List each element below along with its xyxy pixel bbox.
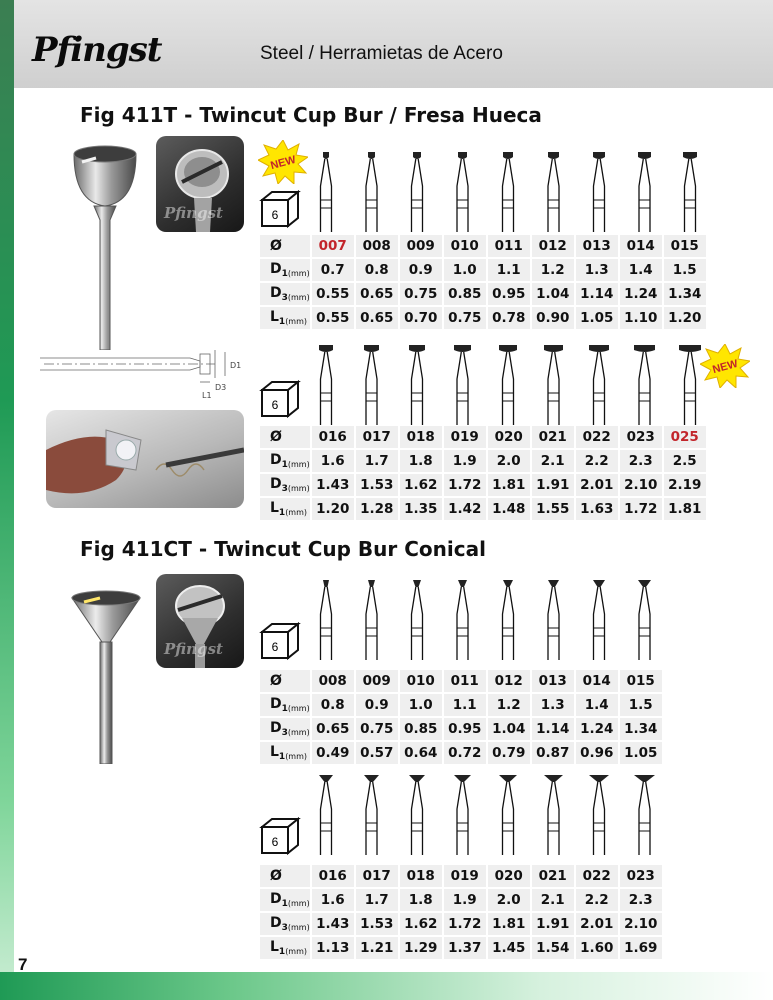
value-cell: 1.1 bbox=[444, 694, 486, 716]
value-cell: 1.24 bbox=[620, 283, 662, 305]
value-cell: 1.55 bbox=[532, 498, 574, 520]
value-cell: 0.85 bbox=[444, 283, 486, 305]
value-cell: 1.6 bbox=[312, 450, 354, 472]
value-cell: 1.81 bbox=[488, 474, 530, 496]
pack-qty-text-4: 6 bbox=[271, 835, 279, 849]
value-cell: 2.0 bbox=[488, 450, 530, 472]
value-cell: 1.04 bbox=[532, 283, 574, 305]
bur-drawing bbox=[454, 775, 471, 855]
row-label-unit: (mm) bbox=[287, 460, 310, 469]
brand-logo: Pfingst bbox=[32, 30, 162, 70]
size-cell: 010 bbox=[444, 235, 486, 257]
size-cell: 011 bbox=[444, 670, 486, 692]
figure-title-411t: Fig 411T - Twincut Cup Bur / Fresa Hueca bbox=[80, 103, 542, 127]
size-cell: 020 bbox=[488, 426, 530, 448]
bur-drawing bbox=[683, 152, 697, 232]
value-cell: 1.05 bbox=[576, 307, 618, 329]
value-cell: 2.2 bbox=[576, 450, 618, 472]
value-cell: 1.81 bbox=[664, 498, 706, 520]
value-cell: 0.75 bbox=[356, 718, 398, 740]
value-cell: 1.8 bbox=[400, 450, 442, 472]
left-accent-bar bbox=[0, 0, 14, 1000]
photo-watermark-2: Pfingst bbox=[164, 640, 223, 658]
bur-drawing bbox=[319, 345, 333, 425]
value-cell: 2.10 bbox=[620, 913, 662, 935]
bur-row-2 bbox=[306, 343, 716, 425]
value-cell: 1.5 bbox=[664, 259, 706, 281]
bur-drawing bbox=[321, 580, 332, 660]
row-label-d3 bbox=[260, 283, 310, 305]
row-label-sizes: Ø bbox=[260, 670, 310, 692]
spec-row-sizes bbox=[260, 865, 662, 887]
spec-row-d3 bbox=[260, 913, 662, 935]
size-cell: 009 bbox=[400, 235, 442, 257]
size-cell: 016 bbox=[312, 865, 354, 887]
value-cell: 1.04 bbox=[488, 718, 530, 740]
row-label-subscript: 1 bbox=[281, 899, 288, 909]
value-cell: 1.43 bbox=[312, 913, 354, 935]
row-label-unit: (mm) bbox=[287, 293, 310, 302]
value-cell: 1.14 bbox=[576, 283, 618, 305]
bur-drawing bbox=[364, 345, 379, 425]
row-label-letter: D bbox=[270, 891, 282, 907]
row-label-d3 bbox=[260, 913, 310, 935]
bur-row-1 bbox=[306, 150, 716, 232]
size-cell: 009 bbox=[356, 670, 398, 692]
size-cell: 013 bbox=[576, 235, 618, 257]
value-cell: 1.72 bbox=[444, 913, 486, 935]
value-cell: 1.53 bbox=[356, 913, 398, 935]
value-cell: 1.62 bbox=[400, 913, 442, 935]
row-label-sizes: Ø bbox=[260, 235, 310, 257]
size-cell: 020 bbox=[488, 865, 530, 887]
value-cell: 0.95 bbox=[488, 283, 530, 305]
bur-drawing bbox=[321, 152, 332, 232]
new-badge-text: NEW bbox=[269, 153, 298, 173]
pack-quantity-icon-3 bbox=[258, 620, 302, 664]
photo-watermark: Pfingst bbox=[164, 204, 223, 222]
value-cell: 1.45 bbox=[488, 937, 530, 959]
value-cell: 1.1 bbox=[488, 259, 530, 281]
row-label-unit: (mm) bbox=[285, 508, 308, 517]
new-badge-text-2: NEW bbox=[711, 357, 740, 377]
row-label-subscript: 1 bbox=[278, 947, 286, 957]
size-cell: 008 bbox=[312, 670, 354, 692]
row-label-letter: D bbox=[270, 261, 282, 277]
spec-row-l1 bbox=[260, 937, 662, 959]
bur-drawing bbox=[548, 152, 559, 232]
dimension-diagram bbox=[40, 340, 250, 400]
row-label-letter: D bbox=[270, 720, 282, 736]
cup-bur-photo bbox=[156, 136, 244, 232]
spec-table-411t-b bbox=[258, 424, 708, 522]
bur-drawing bbox=[593, 152, 605, 232]
value-cell: 0.55 bbox=[312, 283, 354, 305]
row-label-letter: L bbox=[270, 309, 279, 325]
row-label-letter: D bbox=[270, 915, 282, 931]
size-cell: 012 bbox=[532, 235, 574, 257]
value-cell: 1.9 bbox=[444, 450, 486, 472]
pack-qty-text-2: 6 bbox=[271, 398, 279, 412]
row-label-unit: (mm) bbox=[287, 484, 310, 493]
pack-quantity-icon bbox=[258, 188, 302, 232]
size-cell: 021 bbox=[532, 426, 574, 448]
jewelry-photo-image bbox=[46, 410, 244, 508]
size-cell: 023 bbox=[620, 865, 662, 887]
value-cell: 1.34 bbox=[664, 283, 706, 305]
value-cell: 1.4 bbox=[576, 694, 618, 716]
size-cell: 018 bbox=[400, 865, 442, 887]
spec-table-411ct-b bbox=[258, 863, 664, 961]
row-label-l1 bbox=[260, 937, 310, 959]
pack-quantity-icon-4 bbox=[258, 815, 302, 859]
figure-title-411ct: Fig 411CT - Twincut Cup Bur Conical bbox=[80, 537, 486, 561]
bur-drawing bbox=[589, 345, 609, 425]
value-cell: 0.75 bbox=[400, 283, 442, 305]
size-cell: 019 bbox=[444, 865, 486, 887]
value-cell: 2.3 bbox=[620, 450, 662, 472]
value-cell: 2.1 bbox=[532, 450, 574, 472]
new-badge bbox=[258, 140, 308, 184]
value-cell: 0.7 bbox=[312, 259, 354, 281]
spec-row-d3 bbox=[260, 283, 706, 305]
bur-drawing bbox=[634, 775, 655, 855]
value-cell: 1.28 bbox=[356, 498, 398, 520]
size-cell: 010 bbox=[400, 670, 442, 692]
value-cell: 2.1 bbox=[532, 889, 574, 911]
row-label-d1 bbox=[260, 259, 310, 281]
value-cell: 0.75 bbox=[444, 307, 486, 329]
value-cell: 2.2 bbox=[576, 889, 618, 911]
value-cell: 1.3 bbox=[576, 259, 618, 281]
size-cell: 017 bbox=[356, 426, 398, 448]
size-cell: 022 bbox=[576, 426, 618, 448]
row-label-unit: (mm) bbox=[287, 899, 310, 908]
size-cell: 011 bbox=[488, 235, 530, 257]
value-cell: 0.55 bbox=[312, 307, 354, 329]
value-cell: 1.72 bbox=[620, 498, 662, 520]
bur-drawing bbox=[679, 345, 701, 425]
value-cell: 1.81 bbox=[488, 913, 530, 935]
bur-drawing bbox=[548, 580, 559, 660]
row-label-d1 bbox=[260, 694, 310, 716]
value-cell: 1.7 bbox=[356, 450, 398, 472]
value-cell: 0.65 bbox=[312, 718, 354, 740]
bur-drawing bbox=[454, 345, 471, 425]
value-cell: 1.05 bbox=[620, 742, 662, 764]
bur-drawing bbox=[412, 152, 423, 232]
bur-drawing bbox=[412, 580, 423, 660]
bur-drawing bbox=[319, 775, 333, 855]
value-cell: 1.4 bbox=[620, 259, 662, 281]
bur-drawing bbox=[593, 580, 605, 660]
row-label-subscript: 3 bbox=[281, 923, 288, 933]
value-cell: 1.6 bbox=[312, 889, 354, 911]
diagram-label-d3: D3 bbox=[215, 383, 227, 392]
value-cell: 0.64 bbox=[400, 742, 442, 764]
new-badge-2 bbox=[700, 344, 750, 388]
value-cell: 0.49 bbox=[312, 742, 354, 764]
value-cell: 0.90 bbox=[532, 307, 574, 329]
size-cell: 013 bbox=[532, 670, 574, 692]
row-label-unit: (mm) bbox=[287, 704, 310, 713]
value-cell: 2.10 bbox=[620, 474, 662, 496]
value-cell: 1.13 bbox=[312, 937, 354, 959]
value-cell: 0.8 bbox=[312, 694, 354, 716]
size-cell: 021 bbox=[532, 865, 574, 887]
category-title: Steel / Herramietas de Acero bbox=[260, 43, 503, 64]
bur-drawing bbox=[544, 775, 563, 855]
bur-drawing bbox=[409, 345, 425, 425]
spec-table-411t-a bbox=[258, 233, 708, 331]
spec-row-d1 bbox=[260, 889, 662, 911]
cup-bur-illustration bbox=[60, 140, 150, 350]
value-cell: 0.57 bbox=[356, 742, 398, 764]
spec-row-d1 bbox=[260, 259, 706, 281]
bur-drawing bbox=[638, 152, 651, 232]
value-cell: 1.29 bbox=[400, 937, 442, 959]
row-label-l1 bbox=[260, 498, 310, 520]
value-cell: 1.62 bbox=[400, 474, 442, 496]
spec-row-l1 bbox=[260, 307, 706, 329]
row-label-unit: (mm) bbox=[287, 923, 310, 932]
row-label-subscript: 1 bbox=[281, 460, 288, 470]
conical-bur-photo bbox=[156, 574, 244, 668]
conical-cup-bur-illustration bbox=[66, 584, 146, 764]
pack-qty-text: 6 bbox=[271, 208, 279, 222]
row-label-unit: (mm) bbox=[287, 269, 310, 278]
value-cell: 1.43 bbox=[312, 474, 354, 496]
bur-drawing bbox=[499, 775, 517, 855]
value-cell: 0.65 bbox=[356, 307, 398, 329]
diagram-label-l1: L1 bbox=[202, 391, 212, 400]
row-label-subscript: 3 bbox=[281, 484, 288, 494]
bur-drawing bbox=[638, 580, 651, 660]
value-cell: 1.63 bbox=[576, 498, 618, 520]
bur-drawing bbox=[457, 580, 468, 660]
size-cell: 012 bbox=[488, 670, 530, 692]
row-label-unit: (mm) bbox=[285, 752, 308, 761]
value-cell: 1.42 bbox=[444, 498, 486, 520]
bur-drawing bbox=[503, 152, 514, 232]
value-cell: 2.01 bbox=[576, 474, 618, 496]
row-label-d1 bbox=[260, 450, 310, 472]
page-number: 7 bbox=[18, 955, 28, 974]
row-label-letter: L bbox=[270, 939, 279, 955]
value-cell: 0.85 bbox=[400, 718, 442, 740]
bur-drawing bbox=[589, 775, 609, 855]
value-cell: 2.5 bbox=[664, 450, 706, 472]
row-label-l1 bbox=[260, 307, 310, 329]
value-cell: 1.8 bbox=[400, 889, 442, 911]
size-cell: 007 bbox=[312, 235, 354, 257]
value-cell: 2.0 bbox=[488, 889, 530, 911]
size-cell: 023 bbox=[620, 426, 662, 448]
spec-row-l1 bbox=[260, 742, 662, 764]
value-cell: 0.78 bbox=[488, 307, 530, 329]
value-cell: 0.96 bbox=[576, 742, 618, 764]
size-cell: 014 bbox=[620, 235, 662, 257]
row-label-letter: L bbox=[270, 744, 279, 760]
size-cell: 018 bbox=[400, 426, 442, 448]
value-cell: 1.21 bbox=[356, 937, 398, 959]
row-label-d3 bbox=[260, 718, 310, 740]
size-cell: 016 bbox=[312, 426, 354, 448]
value-cell: 1.34 bbox=[620, 718, 662, 740]
row-label-unit: (mm) bbox=[287, 728, 310, 737]
row-label-unit: (mm) bbox=[285, 317, 308, 326]
pack-quantity-icon-2 bbox=[258, 378, 302, 422]
value-cell: 0.72 bbox=[444, 742, 486, 764]
bur-drawing bbox=[366, 580, 377, 660]
size-cell: 019 bbox=[444, 426, 486, 448]
bur-drawing bbox=[409, 775, 425, 855]
row-label-subscript: 3 bbox=[281, 293, 288, 303]
value-cell: 0.70 bbox=[400, 307, 442, 329]
value-cell: 1.24 bbox=[576, 718, 618, 740]
value-cell: 1.10 bbox=[620, 307, 662, 329]
pack-qty-text-3: 6 bbox=[271, 640, 279, 654]
value-cell: 0.8 bbox=[356, 259, 398, 281]
value-cell: 0.87 bbox=[532, 742, 574, 764]
spec-row-d3 bbox=[260, 474, 706, 496]
bur-drawing bbox=[364, 775, 379, 855]
value-cell: 1.48 bbox=[488, 498, 530, 520]
value-cell: 1.2 bbox=[532, 259, 574, 281]
row-label-unit: (mm) bbox=[285, 947, 308, 956]
value-cell: 0.95 bbox=[444, 718, 486, 740]
bur-row-3 bbox=[306, 578, 672, 660]
row-label-d3 bbox=[260, 474, 310, 496]
value-cell: 1.0 bbox=[444, 259, 486, 281]
value-cell: 1.35 bbox=[400, 498, 442, 520]
bur-drawing bbox=[499, 345, 517, 425]
size-cell: 008 bbox=[356, 235, 398, 257]
row-label-sizes: Ø bbox=[260, 865, 310, 887]
value-cell: 1.72 bbox=[444, 474, 486, 496]
value-cell: 2.3 bbox=[620, 889, 662, 911]
bur-row-4 bbox=[306, 773, 672, 855]
bur-drawing bbox=[634, 345, 655, 425]
bur-drawing bbox=[457, 152, 468, 232]
row-label-letter: D bbox=[270, 285, 282, 301]
row-label-l1 bbox=[260, 742, 310, 764]
bur-drawing bbox=[544, 345, 563, 425]
bottom-accent-band bbox=[0, 972, 773, 1000]
spec-row-d1 bbox=[260, 694, 662, 716]
value-cell: 1.0 bbox=[400, 694, 442, 716]
row-label-letter: D bbox=[270, 452, 282, 468]
bur-drawing bbox=[503, 580, 514, 660]
value-cell: 1.60 bbox=[576, 937, 618, 959]
jewelry-application-photo bbox=[46, 410, 244, 508]
value-cell: 1.14 bbox=[532, 718, 574, 740]
value-cell: 1.91 bbox=[532, 913, 574, 935]
value-cell: 1.54 bbox=[532, 937, 574, 959]
value-cell: 1.20 bbox=[312, 498, 354, 520]
spec-table-411ct-a bbox=[258, 668, 664, 766]
value-cell: 0.9 bbox=[356, 694, 398, 716]
value-cell: 1.91 bbox=[532, 474, 574, 496]
value-cell: 1.2 bbox=[488, 694, 530, 716]
spec-row-d3 bbox=[260, 718, 662, 740]
size-cell: 015 bbox=[664, 235, 706, 257]
value-cell: 2.19 bbox=[664, 474, 706, 496]
value-cell: 1.9 bbox=[444, 889, 486, 911]
row-label-subscript: 1 bbox=[278, 508, 286, 518]
value-cell: 0.65 bbox=[356, 283, 398, 305]
row-label-subscript: 1 bbox=[281, 704, 288, 714]
row-label-letter: L bbox=[270, 500, 279, 516]
value-cell: 1.37 bbox=[444, 937, 486, 959]
value-cell: 0.79 bbox=[488, 742, 530, 764]
row-label-subscript: 1 bbox=[278, 317, 286, 327]
value-cell: 1.7 bbox=[356, 889, 398, 911]
value-cell: 1.53 bbox=[356, 474, 398, 496]
row-label-subscript: 3 bbox=[281, 728, 288, 738]
row-label-subscript: 1 bbox=[281, 269, 288, 279]
value-cell: 1.3 bbox=[532, 694, 574, 716]
row-label-subscript: 1 bbox=[278, 752, 286, 762]
bur-drawing bbox=[366, 152, 377, 232]
spec-row-sizes bbox=[260, 670, 662, 692]
spec-row-sizes bbox=[260, 426, 706, 448]
row-label-letter: D bbox=[270, 696, 282, 712]
row-label-sizes: Ø bbox=[260, 426, 310, 448]
diagram-label-d1: D1 bbox=[230, 361, 242, 370]
spec-row-sizes bbox=[260, 235, 706, 257]
value-cell: 0.9 bbox=[400, 259, 442, 281]
value-cell: 1.20 bbox=[664, 307, 706, 329]
value-cell: 1.69 bbox=[620, 937, 662, 959]
value-cell: 1.5 bbox=[620, 694, 662, 716]
row-label-d1 bbox=[260, 889, 310, 911]
size-cell: 014 bbox=[576, 670, 618, 692]
spec-row-l1 bbox=[260, 498, 706, 520]
size-cell: 017 bbox=[356, 865, 398, 887]
spec-row-d1 bbox=[260, 450, 706, 472]
size-cell: 015 bbox=[620, 670, 662, 692]
size-cell: 022 bbox=[576, 865, 618, 887]
size-cell: 025 bbox=[664, 426, 706, 448]
row-label-letter: D bbox=[270, 476, 282, 492]
value-cell: 2.01 bbox=[576, 913, 618, 935]
